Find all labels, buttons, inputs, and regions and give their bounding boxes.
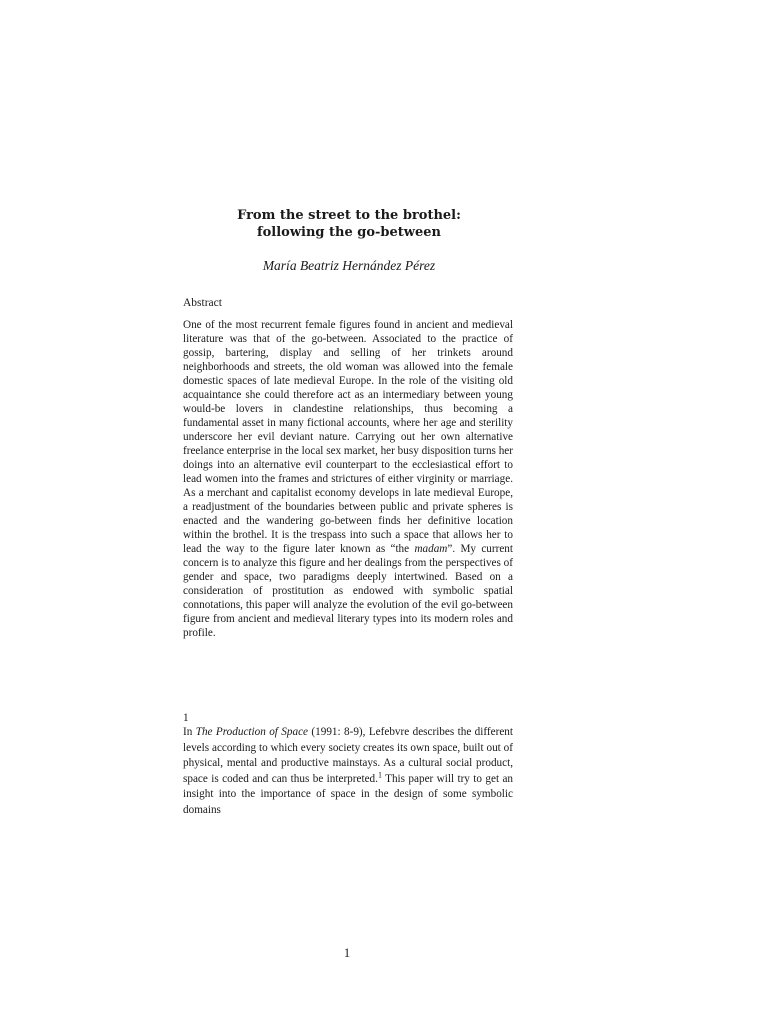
body-text-1: (1991: 8-9), Lefebvre describes the different levels according to which every society creates its own space, built out of physical, mental and productive mainstays. As a cultural social product, space is coded and can thus be interpreted.: [183, 726, 513, 785]
page-number: 1: [343, 946, 351, 960]
section-number: 1: [183, 712, 189, 724]
body-paragraph: [183, 725, 513, 818]
abstract-text-part-2: ”. My current concern is to analyze this figure and her dealings from the perspectives of gender and space, two paradigms deeply intertwined. Based on a consideration of prostitution as endowed with symbolic spatial connotations, this paper will analyze the evolution of the evil go-between figure from ancient and medieval literary types into its modern roles and profile.: [183, 543, 513, 639]
abstract-emphasis: madam: [414, 543, 448, 555]
author-name: María Beatriz Hernández Pérez: [262, 258, 436, 273]
abstract-heading: Abstract: [183, 297, 222, 309]
title-line-2: following the go-between: [257, 225, 441, 240]
abstract-text: [183, 318, 513, 640]
body-text-2: This paper will try to get an insight into the importance of space in the design of some symbolic domains: [183, 772, 514, 816]
body-intro: In: [183, 726, 196, 738]
footnote-reference[interactable]: 1: [377, 769, 382, 779]
paper-title: [184, 207, 514, 241]
book-title: The Production of Space: [195, 726, 309, 738]
abstract-text-part-1: One of the most recurrent female figures found in ancient and medieval literature was that of the go-between. Associated to the practice of gossip, bartering, display and selling of her trinkets around neighborhoods and streets, the old woman was allowed into the female domestic spaces of late medieval Europe. In the role of the visiting old acquaintance she could therefore act as an intermediary between young would-be lovers in clandestine relationships, thus becoming a fundamental asset in many fictional accounts, where her age and sterility underscore her evil deviant nature. Carrying out her own alternative freelance enterprise in the local sex market, her busy disposition turns her doings into an alternative evil counterpart to the ecclesiastical effort to lead women into the frames and strictures of either virginity or marriage. As a merchant and capitalist economy develops in late medieval Europe, a readjustment of the boundaries between public and private spheres is enacted and the wandering go-between finds her definitive location within the brothel. It is the trespass into such a space that allows her to lead the way to the figure later known as “the: [183, 319, 513, 555]
title-line-1: From the street to the brothel:: [237, 208, 461, 223]
